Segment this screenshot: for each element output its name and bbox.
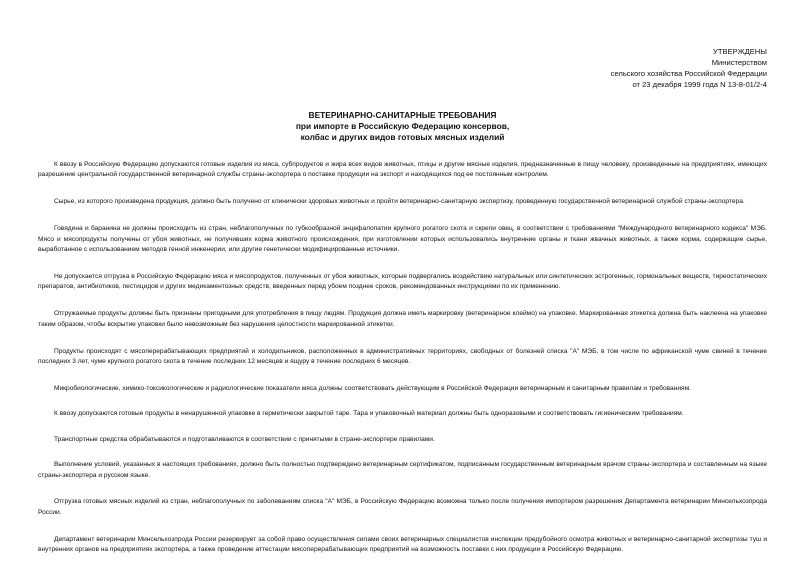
document-title [38, 110, 767, 143]
paragraph-inspection-rights: Департамент ветеринарии Минсельхозпрода России резервирует за собой право осуществления силами своих ветеринарных специалистов инспекции предубойного осмотра животных и ветеринарно-санитарной экспертизы туш и внутренних органов на предприятиях экспортера, а также проведение аттестации мясоперерабатывающих предприятий на возможность поставки с них продукции в Российскую Федерацию. [38, 535, 767, 554]
paragraph-packaging: К ввозу допускаются готовые продукты в ненарушенной упаковке в герметически закрытой таре. Тара и упаковочный материал должны быть одноразовыми и соответствовать гигиеническим требованиям. [54, 410, 684, 418]
paragraph-shipment-permission: Отгрузка готовых мясных изделий из стран, неблагополучных по заболеваниям списка "А" МЭБ, в Российскую Федерацию возможна только после получения импортером разрешения Департамента ветеринарии Минсельхозпрода России. [38, 498, 767, 516]
paragraph-import-permission: К ввозу в Российскую Федерацию допускаются готовые изделия из мяса, субпродуктов и жира всех видов животных, птицы и другие мясные изделия, предназначенные в пищу человеку, произведенные на предприятиях, имеющих разрешение центральной государственной ветеринарной службы страны-экспортера о поставке продукции на экспорт и находящихся под ее постоянным контролем. [38, 161, 767, 179]
paragraph-transport: Транспортные средства обрабатываются и подготавливаются в соответствии с принятыми в стране-экспортере правилами. [54, 435, 435, 443]
paragraph-certificate: Выполнение условий, указанных в настоящих требованиях, должно быть полностью подтверждено ветеринарным сертификатом, подписанным государственным ветеринарным врачом страны-экспортера и составленным на языке страны-экспортера и русском языке. [38, 461, 767, 479]
paragraph-raw-material: Сырье, из которого произведена продукция, должно быть получено от клинически здоровых животных и пройти ветеринарно-санитарную экспертизу, проведенную государственной ветеринарной службой страны-экспортера. [54, 198, 745, 206]
paragraph-bse-requirements: Говядина и баранина не должны происходить из стран, неблагополучных по губкообразной энцефалопатии крупного рогатого скота и скрепи овец, в соответствии с требованиями "Международного ветеринарного кодекса" МЭБ. Мясо и мясопродукты получены от убоя животных, не получивших корма животного происхождения, при изготовлении которых использовались внутренние органы и ткани жвачных животных, а также корма, содержащие сырье, выработанное с использованием методов генной инженерии, или другие генетически модифицированные источники. [38, 225, 767, 254]
title-line-main: ВЕТЕРИНАРНО-САНИТАРНЫЕ ТРЕБОВАНИЯ [308, 110, 497, 120]
approval-line-ministry-name: сельского хозяйства Российской Федерации [610, 69, 767, 78]
paragraph-labeling: Отгружаемые продукты должны быть признаны пригодными для употребления в пищу людям. Продукция должна иметь маркировку (ветеринарное клеймо) на упаковке. Маркированная этикетка должна быть наклеена на упаковке таким образом, чтобы вскрытие упаковки было невозможным без нарушения целостности маркированной этикетки. [38, 310, 767, 328]
paragraph-hormones-antibiotics: Не допускается отгрузка в Российскую Федерацию мяса и мясопродуктов, полученных от убоя животных, которые подвергались воздействию натуральных или синтетических эстрогенных, гормональных веществ, тиреостатических препаратов, антибиотиков, пестицидов и других медикаментозных средств, введенных перед убоем позднее сроков, рекомендованных инструкциями по их применению. [38, 272, 767, 291]
approval-line-approved: УТВЕРЖДЕНЫ [713, 47, 767, 56]
approval-line-date: от 23 декабря 1999 года N 13-8-01/2-4 [632, 80, 767, 89]
document-body [38, 160, 767, 572]
paragraph-disease-free-origin: Продукты происходят с мясоперерабатывающих предприятий и холодильников, расположенных в административных территориях, свободных от болезней списка "А" МЭБ, в том числе по африканской чуме свиней в течение последних 3 лет, чуме крупного рогатого скота в течение последних 12 месяцев и ящуру в течение последних 6 месяцев. [38, 347, 767, 365]
title-line-subtitle-2: колбас и других видов готовых мясных изделий [300, 132, 505, 142]
approval-line-ministry: Министерством [711, 58, 767, 67]
title-line-subtitle-1: при импорте в Российскую Федерацию консервов, [295, 121, 510, 131]
approval-stamp [611, 46, 767, 90]
paragraph-microbiology: Микробиологические, химико-токсикологические и радиологические показатели мяса должны соответствовать действующим в Российской Федерации ветеринарным и санитарным правилам и требованиям. [54, 384, 691, 392]
